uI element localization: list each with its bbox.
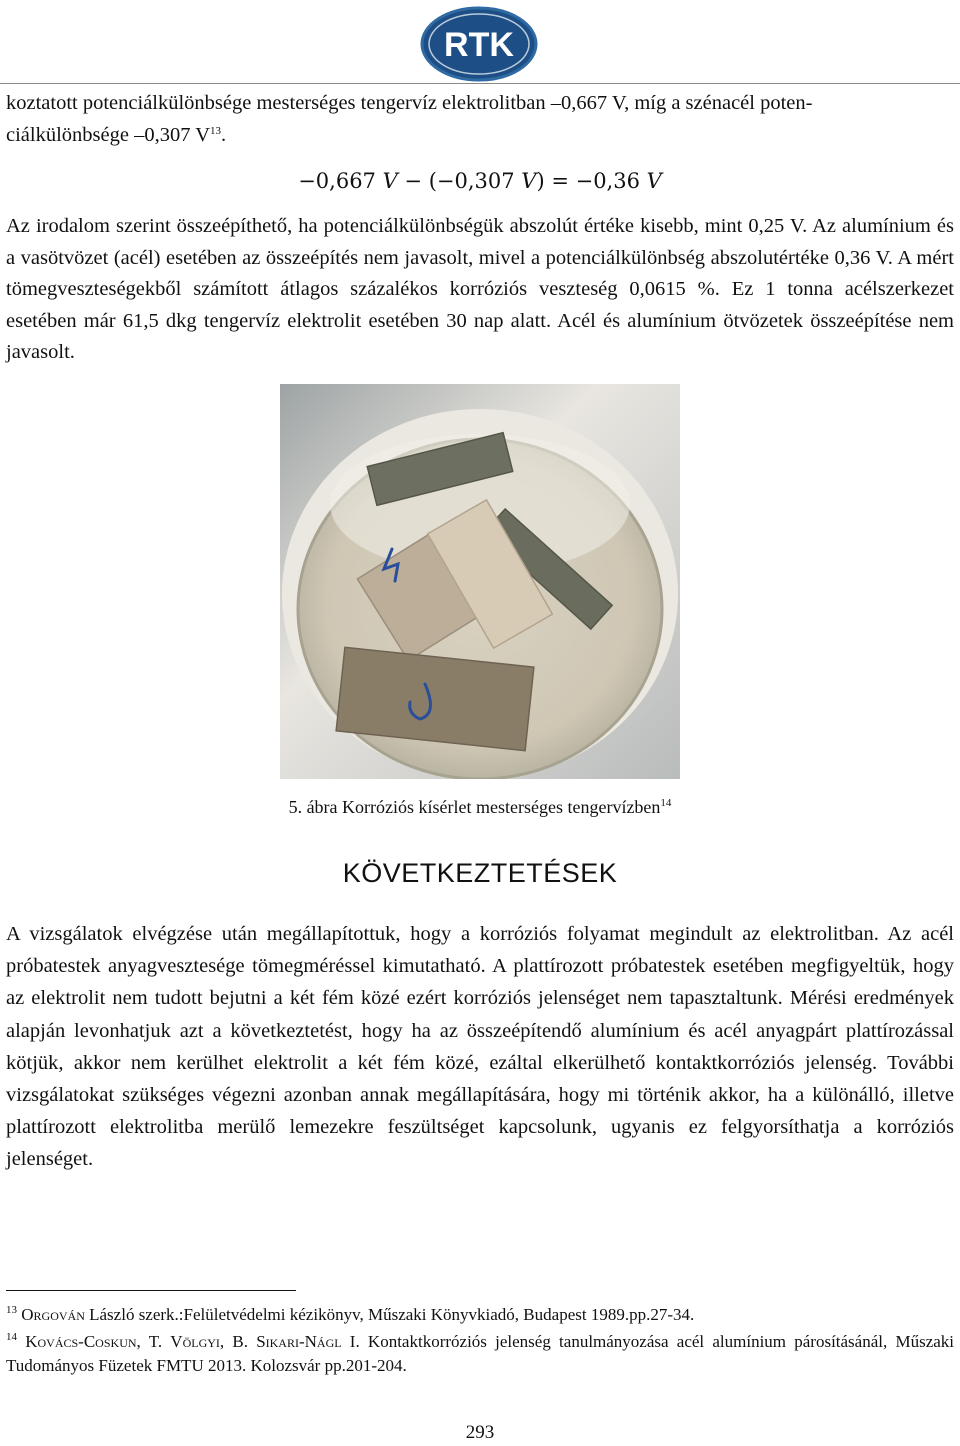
equation: −0,667 𝑉 − (−0,307 𝑉) = −0,36 𝑉	[298, 169, 662, 193]
figure-caption	[0, 795, 960, 819]
footnote-14-sep-2: , B.	[219, 1332, 257, 1351]
footnote-ref-14[interactable]: 14	[660, 797, 672, 809]
footnote-14-author-3: Sikari-Nágl	[256, 1332, 342, 1351]
footnote-13	[6, 1303, 954, 1327]
footnote-13-number: 13	[6, 1304, 17, 1316]
paragraph-1-line-2-text: ciálkülönbsége –0,307 V	[6, 123, 211, 146]
paragraph-2: Az irodalom szerint összeépíthető, ha potenciálkülönbségük abszolút értéke kisebb, mint 0,25 V. Az alumínium és a vasötvözet (acél) esetében az összeépítés nem javasolt, mivel a potenciálkülönbség abszolutértéke 0,36 V. A mért tömegveszteségekből számított átlagos százalékos korróziós veszteség 0,0615 %. Ez 1 tonna acélszerkezet esetében már 61,5 dkg tengervíz elektrolit esetében 30 nap alatt. Acél és alumínium ötvözetek összeépítése nem javasolt.	[6, 215, 954, 363]
header-rule	[0, 83, 960, 84]
rtk-logo	[420, 6, 538, 82]
footnote-14	[6, 1330, 954, 1378]
footnote-13-author: Orgován	[21, 1305, 85, 1324]
paragraph-1-line-2-end: .	[221, 123, 227, 146]
paragraph-1-line-1: koztatott potenciálkülönbsége mesterséges tengervíz elektrolitban –0,667 V, míg a szénacél poten-	[6, 92, 813, 114]
footnote-14-author-1: Kovács-Coskun	[25, 1332, 137, 1351]
footnote-13-text: László szerk.:Felületvédelmi kézikönyv, Műszaki Könyvkiadó, Budapest 1989.pp.27-34.	[84, 1305, 695, 1324]
footnote-ref-13[interactable]: 13	[210, 124, 222, 137]
footnote-rule	[6, 1290, 296, 1291]
page-number: 293	[465, 1422, 495, 1443]
logo-text: RTK	[444, 26, 514, 64]
footnote-14-author-2: Völgyi	[170, 1332, 220, 1351]
section-heading: KÖVETKEZTETÉSEK	[342, 858, 618, 888]
corrosion-experiment-photo	[280, 384, 680, 779]
conclusion-paragraph: A vizsgálatok elvégzése után megállapítottuk, hogy a korróziós folyamat megindult az elektrolitban. Az acél próbatestek anyagvesztesége tömegméréssel kimutatható. A plattírozott próbatestek esetében megfigyeltük, hogy az elektrolit nem tudott bejutni a két fém közé ezért korróziós jelenséget nem tapasztaltunk. Mérési eredmények alapján levonhatjuk azt a következtetést, hogy ha az összeépítendő alumínium és acél anyagpárt plattírozással kötjük, akkor nem kerülhet elektrolit a két fém közé, ezáltal elkerülhető kontaktkorróziós jelenség. További vizsgálatokat szükséges végezni azonban annak megállapítására, hogy mi történik akkor, ha a különálló, illetve plattírozott elektrolitba merülő lemezekre feszültséget kapcsolunk, ugyanis ez felgyorsíthatja a korróziós jelenséget.	[6, 923, 954, 1171]
paragraph-1-line-2	[6, 120, 954, 152]
footnote-14-sep-1: , T.	[136, 1332, 171, 1351]
footnote-14-text: I. Kontaktkorróziós jelenség tanulmányozása acél alumínium párosításánál, Műszaki Tudományos Füzetek FMTU 2013. Kolozsvár pp.201-204.	[6, 1332, 955, 1375]
paragraph-1	[6, 88, 954, 151]
footnote-14-number: 14	[6, 1331, 17, 1343]
figure-caption-text: 5. ábra Korróziós kísérlet mesterséges tengervízben	[288, 797, 661, 817]
